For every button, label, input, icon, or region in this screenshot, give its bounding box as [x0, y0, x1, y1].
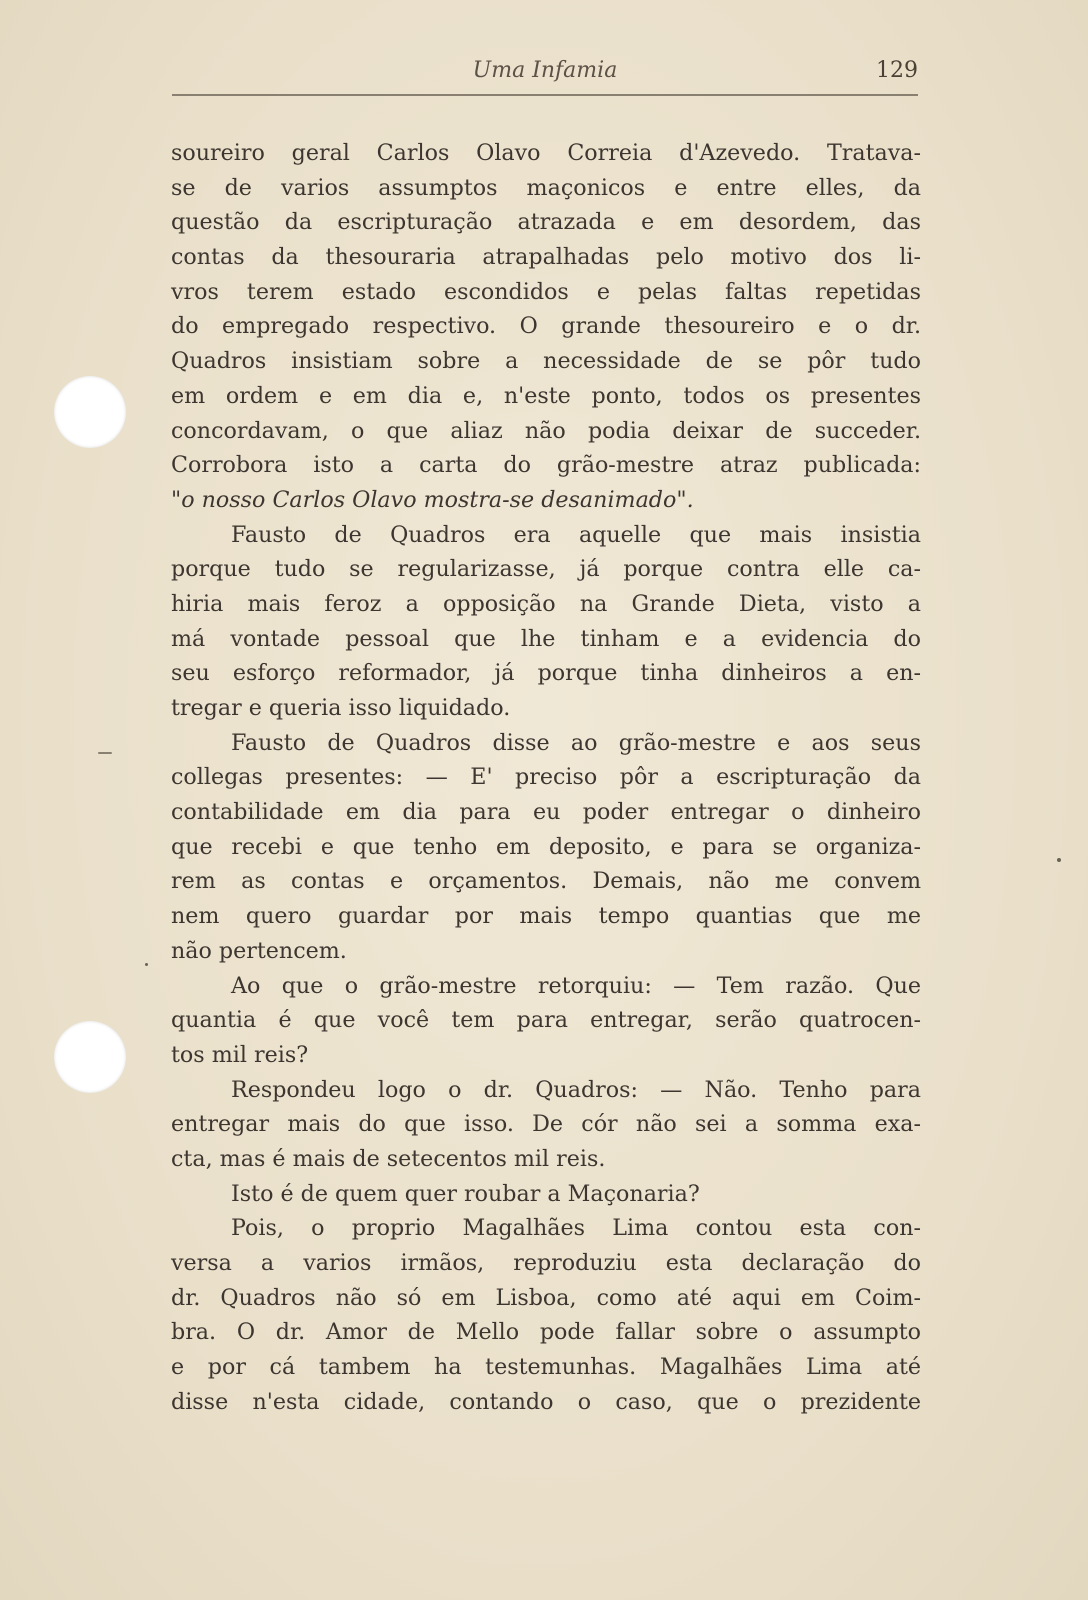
text-line: e por cá tambem ha testemunhas. Magalhães Lima até — [171, 1354, 921, 1381]
text-line: não pertencem. — [171, 937, 347, 964]
text-line: dr. Quadros não só em Lisboa, como até aqui em Coim- — [171, 1284, 921, 1311]
text-line: questão da escripturação atrazada e em desordem, das — [171, 209, 921, 236]
punch-hole — [54, 376, 126, 448]
text-line: Fausto de Quadros disse ao grão-mestre e aos seus — [231, 729, 921, 756]
text-line: Fausto de Quadros era aquelle que mais insistia — [231, 521, 921, 548]
text-line: versa a varios irmãos, reproduziu esta declaração do — [171, 1250, 921, 1276]
text-line: tregar e queria isso liquidado. — [171, 695, 511, 721]
text-line: que recebi e que tenho em deposito, e para se organiza- — [171, 833, 921, 860]
text-line: vros terem estado escondidos e pelas faltas repetidas — [171, 278, 921, 305]
text-line: rem as contas e orçamentos. Demais, não me convem — [171, 868, 921, 895]
text-line: em ordem e em dia e, n'este ponto, todos os presentes — [171, 382, 921, 409]
text-line: concordavam, o que aliaz não podia deixar de succeder. — [171, 417, 921, 444]
text-line: entregar mais do que isso. De cór não sei a somma exa- — [171, 1111, 921, 1138]
text-line: contabilidade em dia para eu poder entregar o dinheiro — [171, 799, 921, 826]
text-line: soureiro geral Carlos Olavo Correia d'Azevedo. Tratava- — [171, 140, 921, 166]
body-text — [171, 136, 921, 1419]
ink-speck — [98, 752, 112, 754]
ink-speck — [1057, 858, 1061, 862]
page-number: 129 — [876, 58, 918, 83]
text-line: hiria mais feroz a opposição na Grande Dieta, visto a — [171, 590, 921, 617]
text-line: disse n'esta cidade, contando o caso, que o prezidente — [171, 1388, 921, 1415]
text-line: má vontade pessoal que lhe tinham e a evidencia do — [171, 625, 921, 652]
text-line: cta, mas é mais de setecentos mil reis. — [171, 1145, 606, 1172]
text-line: bra. O dr. Amor de Mello pode fallar sobre o assumpto — [171, 1319, 921, 1346]
text-line: porque tudo se regularizasse, já porque contra elle ca- — [171, 556, 921, 583]
text-line: Respondeu logo o dr. Quadros: — Não. Tenho para — [231, 1076, 921, 1103]
text-line: Isto é de quem quer roubar a Maçonaria? — [231, 1180, 700, 1207]
text-line: Quadros insistiam sobre a necessidade de se pôr tudo — [171, 348, 921, 375]
page-header — [172, 58, 918, 92]
text-line: Pois, o proprio Magalhães Lima contou esta con- — [231, 1215, 921, 1242]
punch-hole — [54, 1021, 126, 1093]
header-rule — [172, 94, 918, 96]
ink-speck — [145, 963, 148, 966]
text-line: nem quero guardar por mais tempo quantias que me — [171, 903, 921, 930]
running-title: Uma Infamia — [472, 58, 618, 83]
quoted-letter-line: "o nosso Carlos Olavo mostra-se desanimado". — [171, 486, 694, 513]
text-line: quantia é que você tem para entregar, serão quatrocen- — [171, 1007, 921, 1034]
text-line: se de varios assumptos maçonicos e entre elles, da — [171, 174, 921, 201]
text-line: seu esforço reformador, já porque tinha dinheiros a en- — [171, 660, 921, 687]
text-line: contas da thesouraria atrapalhadas pelo motivo dos li- — [171, 244, 921, 271]
text-line: Ao que o grão-mestre retorquiu: — Tem razão. Que — [231, 972, 921, 999]
text-line: tos mil reis? — [171, 1041, 309, 1068]
text-line: collegas presentes: — E' preciso pôr a escripturação da — [171, 764, 921, 791]
text-line: do empregado respectivo. O grande thesoureiro e o dr. — [171, 313, 921, 340]
text-line: Corrobora isto a carta do grão-mestre atraz publicada: — [171, 452, 921, 479]
